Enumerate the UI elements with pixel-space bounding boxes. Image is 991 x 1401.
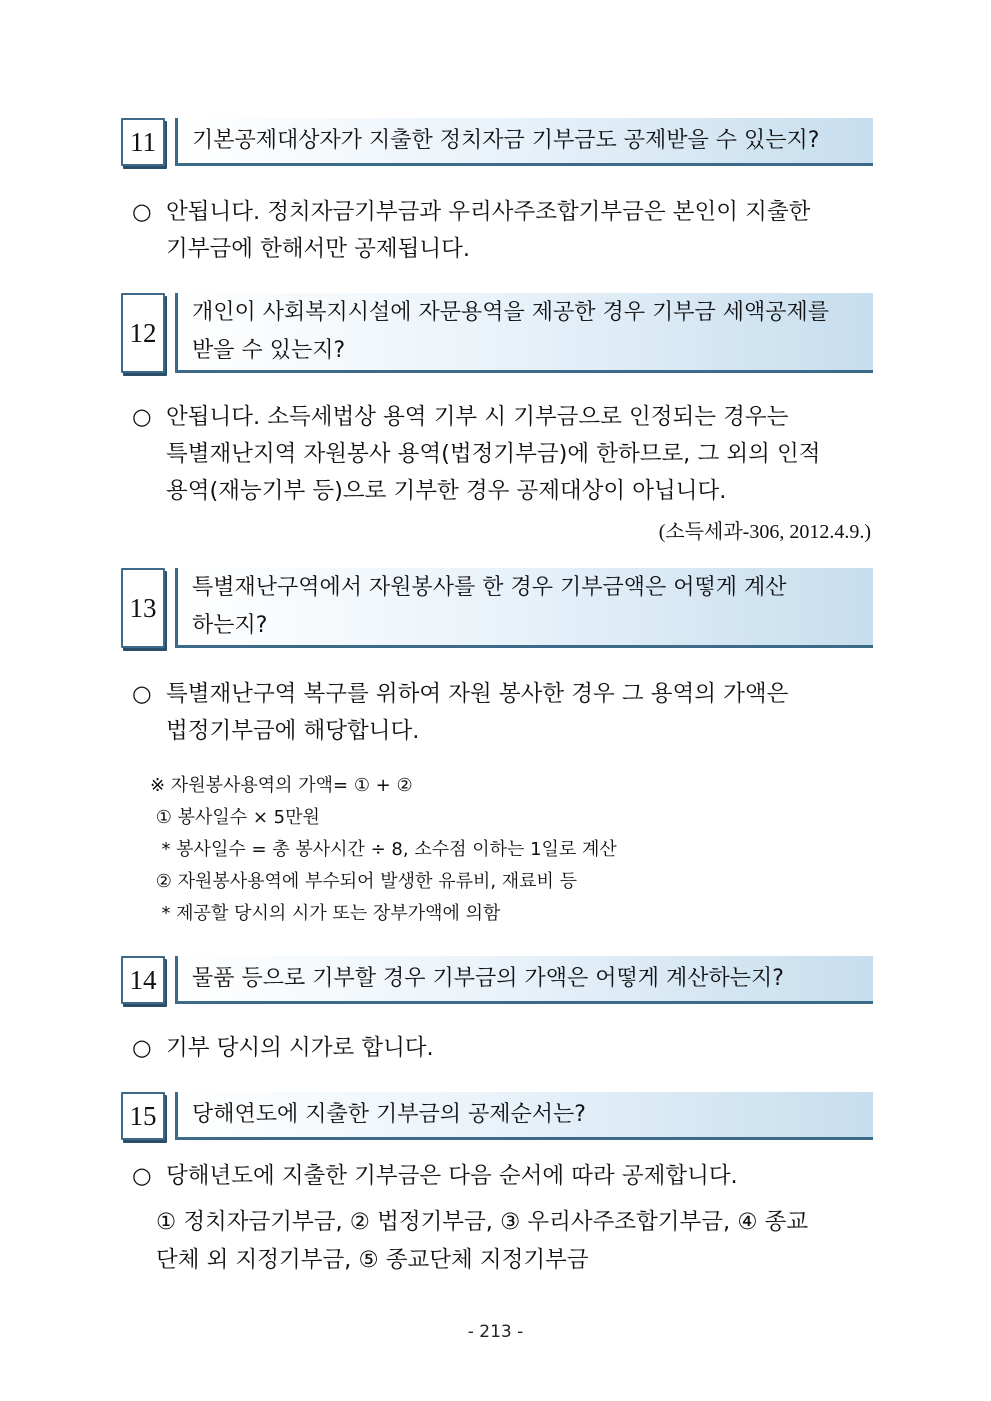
answer-line: 기부금에 한해서만 공제됩니다. xyxy=(166,236,471,262)
answer-line: 특별재난구역 복구를 위하여 자원 봉사한 경우 그 용역의 가액은 xyxy=(166,681,789,707)
note-line: ※ 자원봉사용역의 가액= ① + ② xyxy=(150,775,413,796)
question-title-line: 받을 수 있는지? xyxy=(192,337,346,363)
question-number: 14 xyxy=(121,956,165,1004)
question-12-header xyxy=(121,293,873,373)
question-title: 당해연도에 지출한 기부금의 공제순서는? xyxy=(175,1092,873,1140)
question-title: 기본공제대상자가 지출한 정치자금 기부금도 공제받을 수 있는지? xyxy=(175,118,873,166)
question-number: 11 xyxy=(121,118,165,166)
question-title-line: 하는지? xyxy=(192,612,268,638)
answer-line: 안됩니다. 소득세법상 용역 기부 시 기부금으로 인정되는 경우는 xyxy=(166,404,789,430)
question-15-header xyxy=(121,1092,873,1140)
circle-bullet-icon: ○ xyxy=(132,404,152,430)
order-line: ① 정치자금기부금, ② 법정기부금, ③ 우리사주조합기부금, ④ 종교 xyxy=(156,1209,809,1235)
question-13-header xyxy=(121,568,873,648)
circle-bullet-icon: ○ xyxy=(132,1163,152,1189)
answer-line: 법정기부금에 해당합니다. xyxy=(166,718,420,744)
page-number: - 213 - xyxy=(467,1322,524,1342)
answer-line: 특별재난지역 자원봉사 용역(법정기부금)에 한하므로, 그 외의 인적 xyxy=(166,441,821,467)
circle-bullet-icon: ○ xyxy=(132,199,152,225)
circle-bullet-icon: ○ xyxy=(132,681,152,707)
note-line: * 제공할 당시의 시가 또는 장부가액에 의함 xyxy=(150,903,501,924)
answer-15-order xyxy=(156,1203,872,1279)
answer-14 xyxy=(132,1030,872,1067)
note-line: ① 봉사일수 × 5만원 xyxy=(150,807,320,828)
question-11-header xyxy=(121,118,873,166)
note-line: ② 자원봉사용역에 부수되어 발생한 유류비, 재료비 등 xyxy=(150,871,578,892)
question-title xyxy=(175,568,873,648)
note-line: * 봉사일수 = 총 봉사시간 ÷ 8, 소수점 이하는 1일로 계산 xyxy=(150,839,617,860)
circle-bullet-icon: ○ xyxy=(132,1035,152,1061)
citation: (소득세과-306, 2012.4.9.) xyxy=(658,521,871,543)
question-title: 물품 등으로 기부할 경우 기부금의 가액은 어떻게 계산하는지? xyxy=(175,956,873,1004)
answer-line: 당해년도에 지출한 기부금은 다음 순서에 따라 공제합니다. xyxy=(166,1163,738,1189)
note-13 xyxy=(150,770,790,930)
answer-12 xyxy=(132,399,872,510)
question-title xyxy=(175,293,873,373)
question-title-line: 개인이 사회복지시설에 자문용역을 제공한 경우 기부금 세액공제를 xyxy=(192,299,830,325)
answer-15 xyxy=(132,1158,872,1195)
order-line: 단체 외 지정기부금, ⑤ 종교단체 지정기부금 xyxy=(156,1247,589,1273)
question-number: 12 xyxy=(121,293,165,373)
answer-line: 용역(재능기부 등)으로 기부한 경우 공제대상이 아닙니다. xyxy=(166,478,727,504)
answer-11 xyxy=(132,194,872,268)
answer-13 xyxy=(132,676,872,750)
question-number: 13 xyxy=(121,568,165,648)
question-title-line: 특별재난구역에서 자원봉사를 한 경우 기부금액은 어떻게 계산 xyxy=(192,574,787,600)
answer-line: 안됩니다. 정치자금기부금과 우리사주조합기부금은 본인이 지출한 xyxy=(166,199,811,225)
answer-line: 기부 당시의 시가로 합니다. xyxy=(166,1035,434,1061)
question-number: 15 xyxy=(121,1092,165,1140)
question-14-header xyxy=(121,956,873,1004)
